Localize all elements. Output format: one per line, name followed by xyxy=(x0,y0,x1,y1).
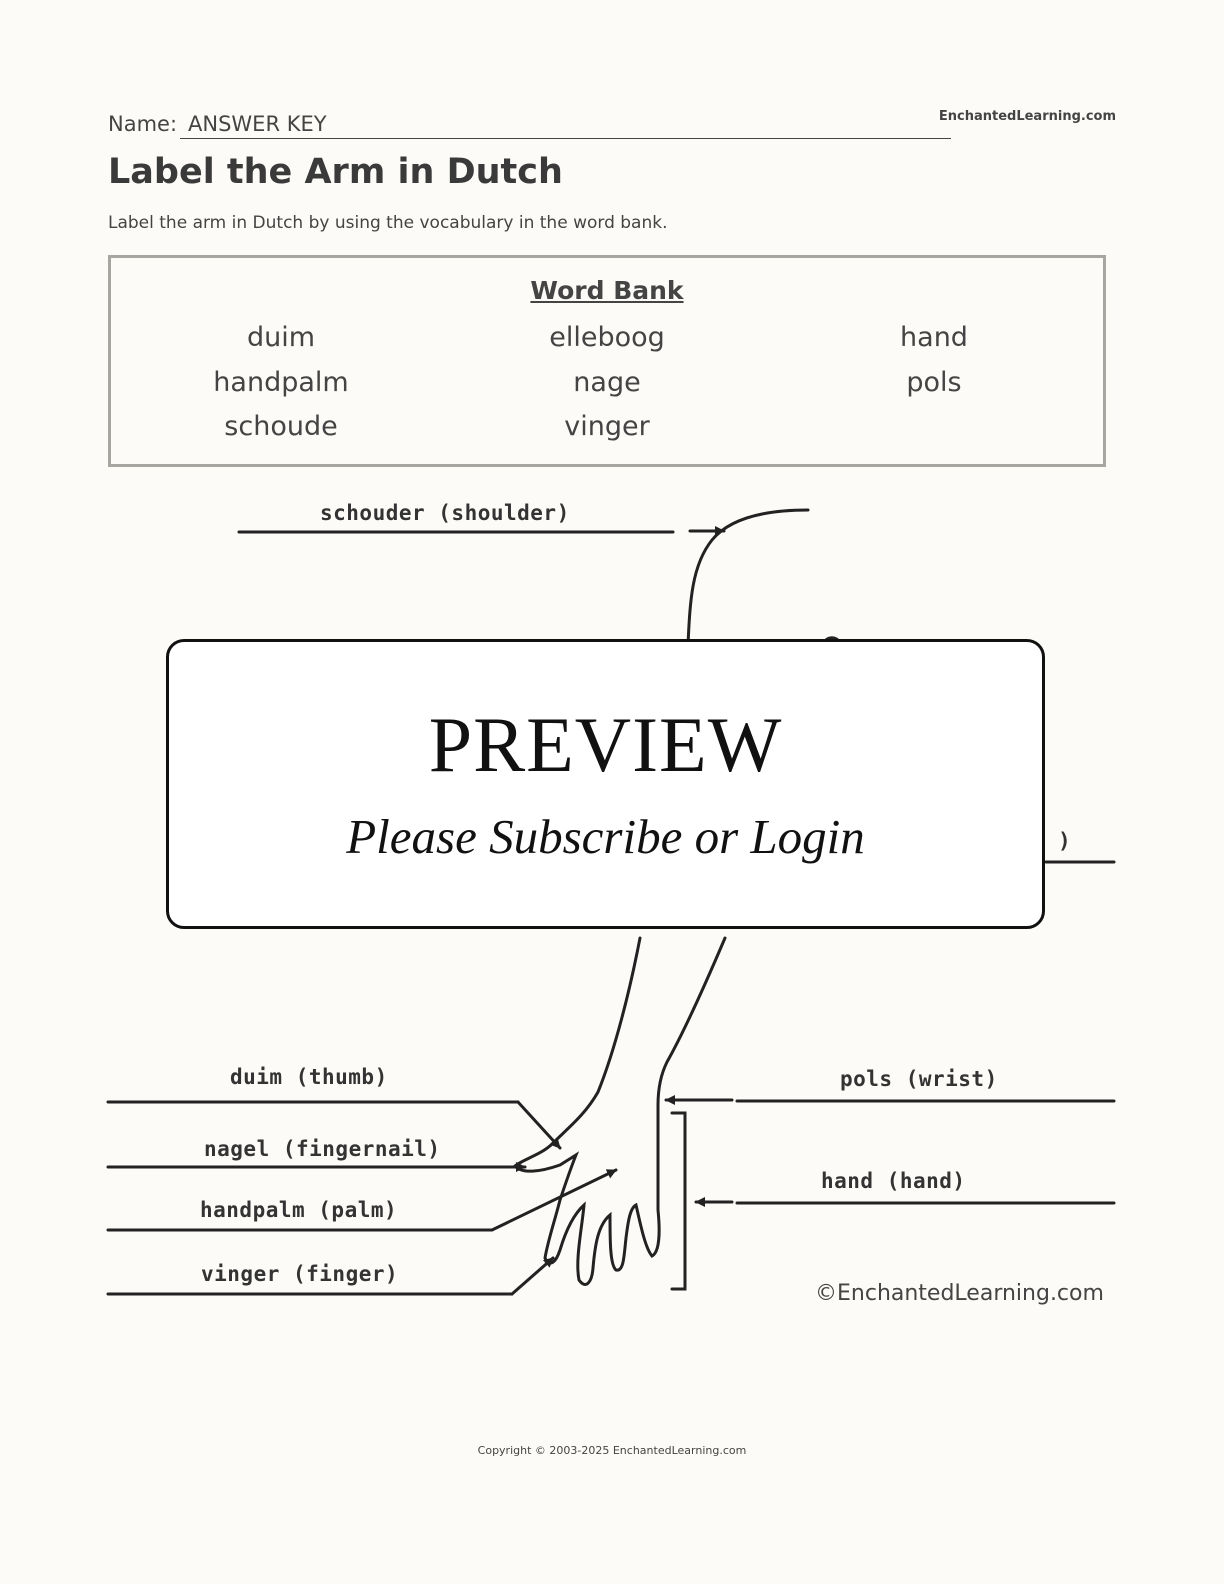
arm-outline-forearm-left xyxy=(551,938,640,1145)
word-bank-word: elleboog xyxy=(549,322,665,353)
word-bank-word: hand xyxy=(900,322,968,353)
word-bank-word: nage xyxy=(573,367,641,398)
thumb-pointer xyxy=(518,1102,560,1148)
arm-outline-forearm-right xyxy=(658,938,725,1105)
preview-title: PREVIEW xyxy=(428,701,783,788)
hand-outline xyxy=(515,1105,659,1284)
instructions: Label the arm in Dutch by using the vocabulary in the word bank. xyxy=(108,213,668,233)
site-name: EnchantedLearning.com xyxy=(938,109,1116,124)
label-finger: vinger (finger) xyxy=(201,1262,399,1286)
label-hand: hand (hand) xyxy=(821,1169,966,1193)
word-bank-word: schoude xyxy=(224,411,338,442)
diagram-copyright: ©EnchantedLearning.com xyxy=(815,1281,1104,1306)
name-label: Name: xyxy=(108,112,178,136)
label-wrist: pols (wrist) xyxy=(840,1067,998,1091)
word-bank-word: pols xyxy=(906,367,962,398)
word-bank-title: Word Bank xyxy=(530,276,684,305)
label-shoulder: schouder (shoulder) xyxy=(320,501,570,525)
label-fingernail: nagel (fingernail) xyxy=(204,1137,441,1161)
name-value: ANSWER KEY xyxy=(188,112,327,136)
label-elbow-partial: ) xyxy=(1058,829,1072,853)
preview-subtitle[interactable]: Please Subscribe or Login xyxy=(346,809,865,864)
footer-copyright: Copyright © 2003-2025 EnchantedLearning.com xyxy=(477,1444,747,1457)
label-palm: handpalm (palm) xyxy=(200,1198,398,1222)
word-bank-word: vinger xyxy=(564,411,650,442)
preview-overlay[interactable] xyxy=(166,639,1045,929)
page-title: Label the Arm in Dutch xyxy=(108,152,563,192)
hand-bracket xyxy=(672,1113,685,1289)
word-bank-word: handpalm xyxy=(213,367,349,398)
label-thumb: duim (thumb) xyxy=(230,1065,388,1089)
finger-pointer xyxy=(512,1258,553,1294)
word-bank-word: duim xyxy=(246,322,316,353)
